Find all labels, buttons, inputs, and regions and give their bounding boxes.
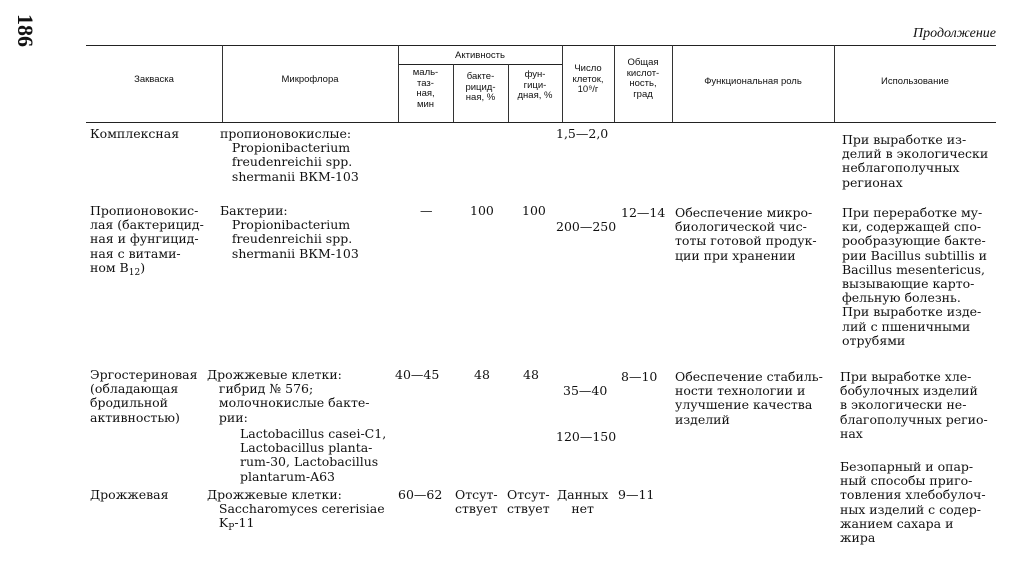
row4-cells: Данных нет <box>557 487 609 517</box>
row3-acidity: 8—10 <box>621 369 658 384</box>
row4-name: Дрожжевая <box>90 487 169 502</box>
row3-use: При выработке хле- бобулочных изделий в экологически не- благополучных регио- нах <box>840 369 988 441</box>
header-kislotnost: Общая кислот- ность, град <box>626 57 660 100</box>
row4-microflora <box>207 488 385 536</box>
row3-role: Обеспечение стабиль- ности технологии и улучшение качества изделий <box>675 369 823 427</box>
row4-microflora-tail: -11 <box>234 515 255 531</box>
row2-role: Обеспечение микро- биологической чис- тоты готовой продук- ции при хранении <box>675 205 817 263</box>
row4-microflora-text: Дрожжевые клетки: Saccharomyces cererisiae K <box>207 487 385 531</box>
header-mikroflora: Микрофлора <box>281 74 339 85</box>
aktivnost-rule <box>398 64 562 65</box>
row2-name-tail: ) <box>140 259 146 275</box>
header-chislo-kletok: Число клеток, 10⁹/г <box>572 63 604 95</box>
page-number: 186 <box>13 14 38 47</box>
row3-bact: 48 <box>474 367 490 382</box>
continuation-label: Продолжение <box>913 26 996 41</box>
header-zakvaska: Закваска <box>134 74 174 85</box>
header-bakteritsidnaya: бакте- рицид- ная, % <box>465 71 496 103</box>
row2-acidity: 12—14 <box>621 205 666 220</box>
row3-microflora-strains: Lactobacillus casei-C1, Lactobacillus planta- rum-30, Lactobacillus plantarum-A63 <box>240 426 387 484</box>
row2-microflora: Бактерии: Propionibacterium freudenreichii spp. shermanii ВКМ-103 <box>220 203 359 261</box>
row4-use: Безопарный и опар- ный способы приго- товления хлебобулоч- ных изделий с содер- жанием сахара и жира <box>840 459 986 546</box>
row3-cells-second: 120—150 <box>556 429 617 444</box>
row2-maltase: — <box>420 203 433 218</box>
row4-microflora-subscript: P <box>228 523 235 534</box>
header-maltaznaya: маль- таз- ная, мин <box>412 67 439 110</box>
header-fungitsidnaya: фун- гици- дная, % <box>517 69 553 101</box>
row2-use: При переработке му- ки, содержащей спо- рообразующие бакте- рии Bacillus subtillis и Bacillus mesentericus, вызывающие карто- фельную болезнь. При выработке изде- лий с пшеничными отрубями <box>842 205 987 348</box>
row2-name-subscript: 12 <box>128 267 141 278</box>
row4-acidity: 9—11 <box>618 487 655 502</box>
row3-name: Эргостериновая (обладающая бродильной активностью) <box>90 367 198 425</box>
row4-bact: Отсут- ствует <box>455 487 498 517</box>
row1-cells: 1,5—2,0 <box>556 126 609 141</box>
row2-bact: 100 <box>470 203 494 218</box>
header-bottom-rule <box>86 122 996 123</box>
row4-maltase: 60—62 <box>398 487 443 502</box>
row3-fung: 48 <box>523 367 539 382</box>
row2-fung: 100 <box>522 203 546 218</box>
header-aktivnost: Активность <box>455 50 505 61</box>
row3-microflora: Дрожжевые клетки: гибрид № 576; молочнокислые бакте- рии: <box>207 367 370 425</box>
row1-name: Комплексная <box>90 126 180 141</box>
row1-use: При выработке из- делий в экологически неблагополучных регионах <box>842 132 989 190</box>
row2-cells: 200—250 <box>556 219 617 234</box>
row4-fung: Отсут- ствует <box>507 487 550 517</box>
row3-maltase: 40—45 <box>395 367 440 382</box>
header-functional-role: Функциональная роль <box>704 76 802 87</box>
row2-name-text: Пропионовокис- лая (бактерицид- ная и фунгицид- ная с витами- ном B <box>90 203 204 275</box>
header-ispolzovanie: Использование <box>881 76 949 87</box>
row3-cells: 35—40 <box>563 383 608 398</box>
row2-name <box>90 204 204 280</box>
row1-microflora: пропионовокислые: Propionibacterium freudenreichii spp. shermanii ВКМ-103 <box>220 126 359 184</box>
